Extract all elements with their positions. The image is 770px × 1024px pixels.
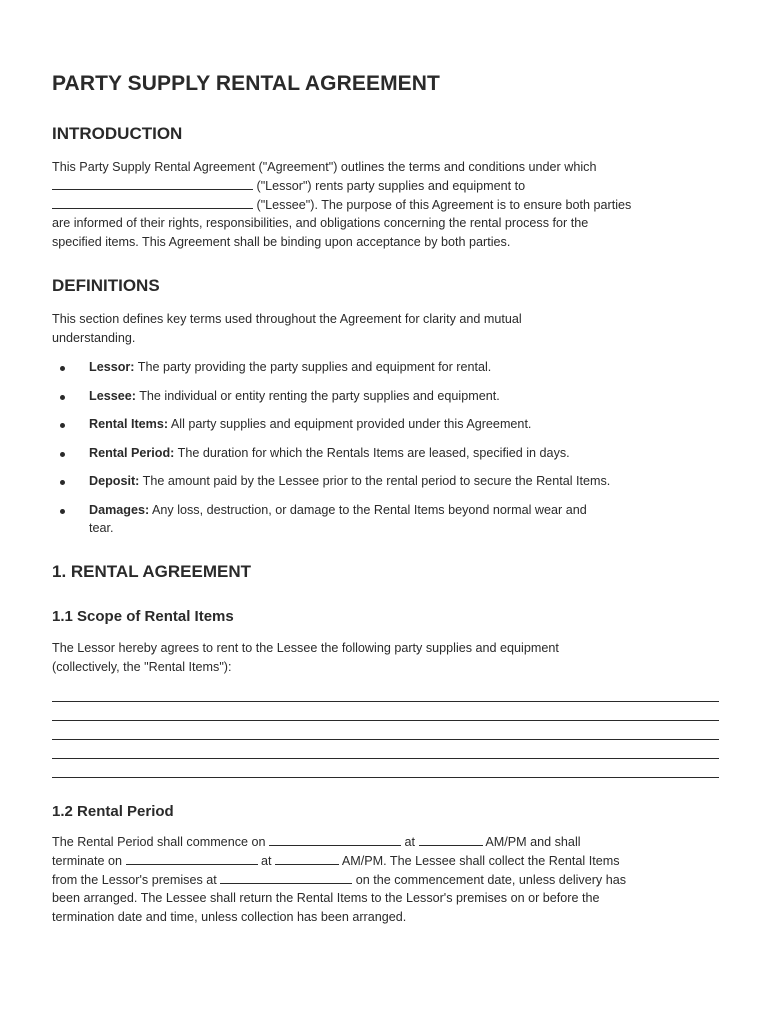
definition-text: The duration for which the Rentals Items are leased, specified in days. <box>174 445 570 460</box>
bullet-icon <box>60 452 65 457</box>
introduction-line: are informed of their rights, responsibilities, and obligations concerning the rental process for the <box>52 216 589 231</box>
bullet-icon <box>60 366 65 371</box>
rental-period-text: AM/PM and shall <box>485 835 581 849</box>
definitions-heading: DEFINITIONS <box>52 276 160 295</box>
definitions-intro-line: This section defines key terms used throughout the Agreement for clarity and mutual <box>52 312 522 326</box>
scope-paragraph <box>52 639 720 677</box>
lessor-name-blank[interactable] <box>52 177 253 190</box>
introduction-text: ("Lessee"). The purpose of this Agreement is to ensure both parties <box>256 197 632 212</box>
scope-line: The Lessor hereby agrees to rent to the Lessee the following party supplies and equipment <box>52 641 559 655</box>
rental-period-text: at <box>261 853 272 868</box>
rental-period-heading: 1.2 Rental Period <box>52 803 174 820</box>
rental-period-text: at <box>404 835 416 849</box>
rental-period-line <box>52 833 720 852</box>
definition-term: Lessee: <box>89 388 136 403</box>
bullet-icon <box>60 509 65 514</box>
rental-period-text: on the commencement date, unless delivery has <box>355 872 627 887</box>
lessee-name-blank[interactable] <box>52 196 253 209</box>
rental-period-text: terminate on <box>52 853 123 868</box>
rental-period-text: from the Lessor's premises at <box>52 872 217 887</box>
definition-term: Damages: <box>89 502 150 517</box>
commence-date-blank[interactable] <box>269 833 401 846</box>
rental-period-text: AM/PM. The Lessee shall collect the Rental Items <box>341 853 620 868</box>
terminate-date-blank[interactable] <box>126 852 258 865</box>
rental-items-blank-line[interactable] <box>52 739 719 740</box>
introduction-heading: INTRODUCTION <box>52 124 183 143</box>
introduction-text: ("Lessor") rents party supplies and equipment to <box>256 178 526 193</box>
definition-text: The party providing the party supplies and equipment for rental. <box>134 360 492 374</box>
rental-period-paragraph <box>52 833 720 927</box>
scope-line: (collectively, the "Rental Items"): <box>52 659 232 674</box>
introduction-line: specified items. This Agreement shall be binding upon acceptance by both parties. <box>52 235 511 250</box>
rental-period-line <box>52 871 720 890</box>
bullet-icon <box>60 395 65 400</box>
definition-term: Rental Items: <box>89 417 169 431</box>
introduction-line <box>52 177 720 196</box>
bullet-icon <box>60 423 65 428</box>
definitions-intro-line: understanding. <box>52 330 136 345</box>
introduction-paragraph <box>52 158 720 252</box>
introduction-line <box>52 196 720 215</box>
terminate-time-blank[interactable] <box>275 852 339 865</box>
commence-time-blank[interactable] <box>419 833 483 846</box>
definition-text: The amount paid by the Lessee prior to the rental period to secure the Rental Items. <box>139 474 611 488</box>
definition-term: Deposit: <box>89 474 140 488</box>
definition-text: tear. <box>89 521 114 536</box>
premises-address-blank[interactable] <box>220 871 352 884</box>
rental-items-blank-line[interactable] <box>52 701 719 702</box>
rental-period-line <box>52 852 720 871</box>
scope-of-rental-items-heading: 1.1 Scope of Rental Items <box>52 608 234 625</box>
document-title: PARTY SUPPLY RENTAL AGREEMENT <box>52 72 440 95</box>
definitions-intro <box>52 310 720 348</box>
definition-term: Rental Period: <box>89 445 175 460</box>
bullet-icon <box>60 480 65 485</box>
definition-term: Lessor: <box>89 360 135 374</box>
definition-text: Any loss, destruction, or damage to the Rental Items beyond normal wear and <box>149 502 587 517</box>
rental-items-blank-line[interactable] <box>52 777 719 778</box>
definition-text: All party supplies and equipment provided under this Agreement. <box>168 417 532 431</box>
rental-items-blank-line[interactable] <box>52 720 719 721</box>
rental-period-line: termination date and time, unless collection has been arranged. <box>52 910 407 925</box>
rental-agreement-heading: 1. RENTAL AGREEMENT <box>52 562 251 581</box>
definition-text: The individual or entity renting the party supplies and equipment. <box>135 388 500 403</box>
rental-period-text: The Rental Period shall commence on <box>52 835 266 849</box>
introduction-line: This Party Supply Rental Agreement ("Agreement") outlines the terms and conditions under which <box>52 160 597 174</box>
rental-items-blank-line[interactable] <box>52 758 719 759</box>
rental-period-line: been arranged. The Lessee shall return the Rental Items to the Lessor's premises on or before the <box>52 891 600 906</box>
